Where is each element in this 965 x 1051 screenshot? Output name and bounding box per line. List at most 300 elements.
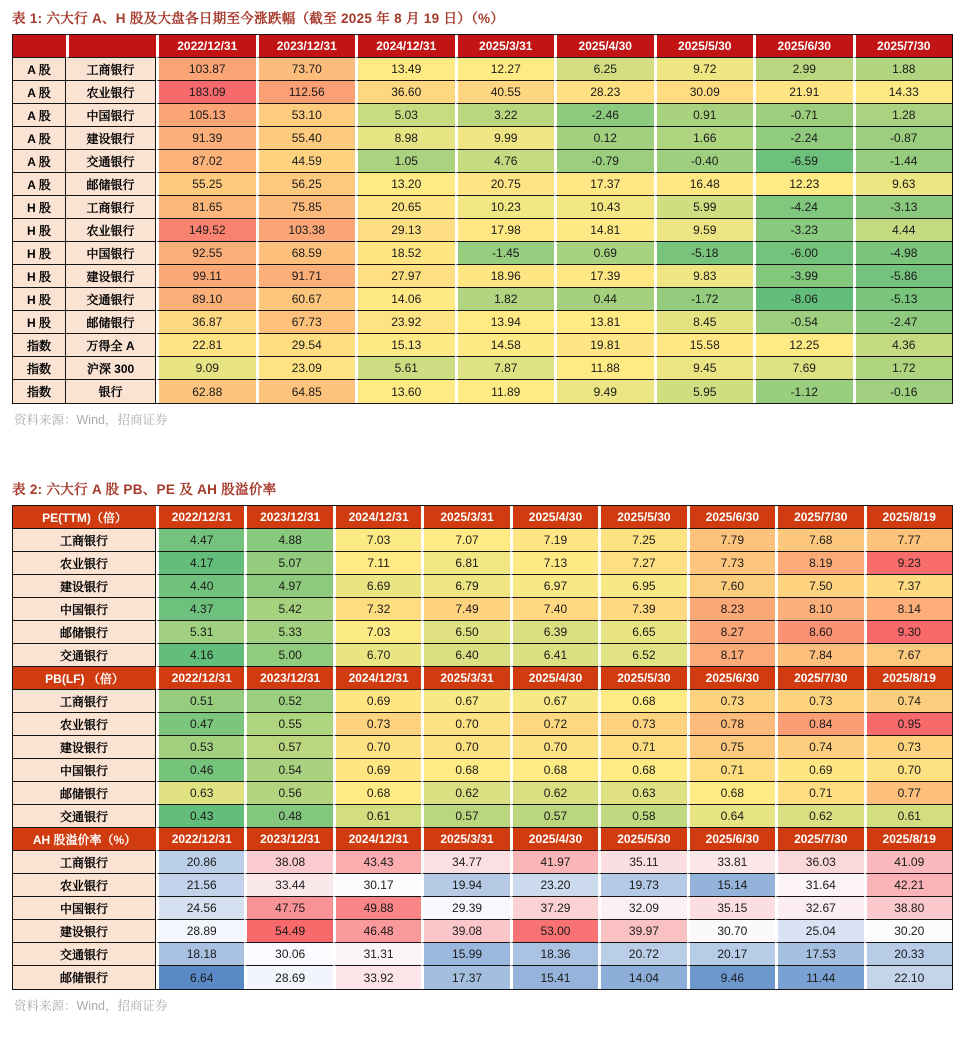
- row-name-cell: 中国银行: [66, 242, 156, 265]
- value-cell: -4.98: [853, 242, 953, 265]
- value-cell: 4.40: [156, 575, 244, 598]
- table1: [12, 34, 953, 404]
- value-cell: 6.70: [333, 644, 421, 667]
- table1-source: 资料来源：Wind，招商证券: [14, 413, 168, 427]
- value-cell: 9.83: [654, 265, 754, 288]
- value-cell: -2.24: [753, 127, 853, 150]
- value-cell: -5.86: [853, 265, 953, 288]
- table-row: [13, 621, 952, 644]
- header-date-cell: 2023/12/31: [244, 506, 332, 529]
- value-cell: 7.03: [333, 529, 421, 552]
- value-cell: 27.97: [355, 265, 455, 288]
- value-cell: 14.81: [554, 219, 654, 242]
- value-cell: 10.23: [455, 196, 555, 219]
- value-cell: 33.44: [244, 874, 332, 897]
- value-cell: 6.50: [421, 621, 509, 644]
- value-cell: -3.99: [753, 265, 853, 288]
- header-date-cell: 2023/12/31: [244, 667, 332, 690]
- value-cell: 13.81: [554, 311, 654, 334]
- value-cell: 0.68: [598, 759, 686, 782]
- value-cell: 7.19: [510, 529, 598, 552]
- value-cell: 0.71: [687, 759, 775, 782]
- value-cell: 56.25: [256, 173, 356, 196]
- value-cell: 13.20: [355, 173, 455, 196]
- value-cell: 7.68: [775, 529, 863, 552]
- value-cell: 0.69: [333, 759, 421, 782]
- value-cell: 49.88: [333, 897, 421, 920]
- table-row: [13, 713, 952, 736]
- value-cell: 62.88: [156, 380, 256, 403]
- row-name-cell: 建设银行: [66, 265, 156, 288]
- value-cell: 7.77: [864, 529, 953, 552]
- value-cell: 7.60: [687, 575, 775, 598]
- value-cell: 12.25: [753, 334, 853, 357]
- value-cell: 46.48: [333, 920, 421, 943]
- value-cell: 55.25: [156, 173, 256, 196]
- row-name-cell: 农业银行: [66, 219, 156, 242]
- value-cell: 4.36: [853, 334, 953, 357]
- value-cell: 0.73: [864, 736, 953, 759]
- value-cell: 5.07: [244, 552, 332, 575]
- value-cell: 11.44: [775, 966, 863, 989]
- header-date-cell: 2025/8/19: [864, 667, 953, 690]
- value-cell: 7.03: [333, 621, 421, 644]
- table-row: [13, 690, 952, 713]
- table-row: [13, 736, 952, 759]
- value-cell: 8.23: [687, 598, 775, 621]
- value-cell: 53.10: [256, 104, 356, 127]
- value-cell: 15.14: [687, 874, 775, 897]
- value-cell: 81.65: [156, 196, 256, 219]
- value-cell: 0.71: [598, 736, 686, 759]
- value-cell: 8.14: [864, 598, 953, 621]
- value-cell: 17.37: [554, 173, 654, 196]
- value-cell: 0.12: [554, 127, 654, 150]
- value-cell: 0.56: [244, 782, 332, 805]
- value-cell: 39.97: [598, 920, 686, 943]
- header-blank-cell: [13, 35, 66, 58]
- value-cell: 0.48: [244, 805, 332, 828]
- table-row: [13, 265, 952, 288]
- header-date-cell: 2025/4/30: [554, 35, 654, 58]
- value-cell: 0.54: [244, 759, 332, 782]
- header-date-cell: 2022/12/31: [156, 667, 244, 690]
- value-cell: 0.73: [333, 713, 421, 736]
- value-cell: 42.21: [864, 874, 953, 897]
- section-label-cell: AH 股溢价率（%）: [13, 828, 156, 851]
- value-cell: 33.92: [333, 966, 421, 989]
- value-cell: 18.52: [355, 242, 455, 265]
- value-cell: 22.10: [864, 966, 953, 989]
- value-cell: 53.00: [510, 920, 598, 943]
- value-cell: 67.73: [256, 311, 356, 334]
- table-row: [13, 173, 952, 196]
- header-date-cell: 2025/6/30: [753, 35, 853, 58]
- value-cell: 7.87: [455, 357, 555, 380]
- value-cell: 0.62: [775, 805, 863, 828]
- value-cell: 14.06: [355, 288, 455, 311]
- value-cell: 20.65: [355, 196, 455, 219]
- row-name-cell: 农业银行: [13, 713, 156, 736]
- value-cell: 4.88: [244, 529, 332, 552]
- value-cell: 14.58: [455, 334, 555, 357]
- row-name-cell: 交通银行: [66, 150, 156, 173]
- table-row: [13, 598, 952, 621]
- table-row: [13, 529, 952, 552]
- value-cell: -0.87: [853, 127, 953, 150]
- row-group-cell: 指数: [13, 357, 66, 380]
- value-cell: 7.25: [598, 529, 686, 552]
- header-date-cell: 2025/7/30: [853, 35, 953, 58]
- value-cell: 7.13: [510, 552, 598, 575]
- value-cell: 28.89: [156, 920, 244, 943]
- value-cell: 7.50: [775, 575, 863, 598]
- value-cell: 6.81: [421, 552, 509, 575]
- value-cell: 0.62: [510, 782, 598, 805]
- row-group-cell: 指数: [13, 334, 66, 357]
- value-cell: 0.70: [333, 736, 421, 759]
- header-blank-cell: [66, 35, 156, 58]
- header-date-cell: 2025/4/30: [510, 667, 598, 690]
- header-date-cell: 2025/5/30: [598, 828, 686, 851]
- value-cell: 17.39: [554, 265, 654, 288]
- value-cell: 47.75: [244, 897, 332, 920]
- table-row: [13, 242, 952, 265]
- row-group-cell: H 股: [13, 288, 66, 311]
- value-cell: 8.27: [687, 621, 775, 644]
- value-cell: 7.84: [775, 644, 863, 667]
- value-cell: 13.94: [455, 311, 555, 334]
- value-cell: 5.00: [244, 644, 332, 667]
- value-cell: 9.09: [156, 357, 256, 380]
- table1-header-row: [13, 35, 952, 58]
- table2-title: 表 2: 六大行 A 股 PB、PE 及 AH 股溢价率: [12, 482, 277, 497]
- value-cell: 0.69: [333, 690, 421, 713]
- value-cell: 20.86: [156, 851, 244, 874]
- row-group-cell: A 股: [13, 58, 66, 81]
- header-date-cell: 2025/5/30: [598, 506, 686, 529]
- header-date-cell: 2025/5/30: [654, 35, 754, 58]
- value-cell: 7.40: [510, 598, 598, 621]
- row-group-cell: H 股: [13, 219, 66, 242]
- value-cell: 103.38: [256, 219, 356, 242]
- value-cell: 7.32: [333, 598, 421, 621]
- row-group-cell: A 股: [13, 127, 66, 150]
- value-cell: 8.10: [775, 598, 863, 621]
- header-date-cell: 2025/3/31: [421, 828, 509, 851]
- value-cell: 15.13: [355, 334, 455, 357]
- value-cell: 17.37: [421, 966, 509, 989]
- table-row: [13, 150, 952, 173]
- value-cell: 43.43: [333, 851, 421, 874]
- section-header-row: [13, 506, 952, 529]
- header-date-cell: 2024/12/31: [333, 667, 421, 690]
- row-group-cell: A 股: [13, 81, 66, 104]
- value-cell: 14.33: [853, 81, 953, 104]
- row-name-cell: 农业银行: [13, 874, 156, 897]
- value-cell: 0.78: [687, 713, 775, 736]
- row-name-cell: 中国银行: [13, 598, 156, 621]
- section-header-row: [13, 667, 952, 690]
- header-date-cell: 2025/4/30: [510, 506, 598, 529]
- table1-body: [13, 58, 952, 403]
- value-cell: 33.81: [687, 851, 775, 874]
- header-date-cell: 2024/12/31: [333, 828, 421, 851]
- value-cell: 4.17: [156, 552, 244, 575]
- table-row: [13, 575, 952, 598]
- value-cell: 20.33: [864, 943, 953, 966]
- header-date-cell: 2023/12/31: [244, 828, 332, 851]
- value-cell: 0.70: [510, 736, 598, 759]
- value-cell: 0.63: [598, 782, 686, 805]
- header-date-cell: 2024/12/31: [355, 35, 455, 58]
- header-date-cell: 2023/12/31: [256, 35, 356, 58]
- value-cell: 149.52: [156, 219, 256, 242]
- value-cell: 9.63: [853, 173, 953, 196]
- value-cell: 5.33: [244, 621, 332, 644]
- value-cell: 19.81: [554, 334, 654, 357]
- value-cell: 8.60: [775, 621, 863, 644]
- value-cell: -2.46: [554, 104, 654, 127]
- value-cell: 0.57: [510, 805, 598, 828]
- table2-block: [12, 478, 953, 1014]
- value-cell: 7.11: [333, 552, 421, 575]
- value-cell: 91.71: [256, 265, 356, 288]
- row-group-cell: H 股: [13, 311, 66, 334]
- value-cell: 0.61: [333, 805, 421, 828]
- row-group-cell: A 股: [13, 104, 66, 127]
- row-name-cell: 中国银行: [13, 897, 156, 920]
- value-cell: 7.07: [421, 529, 509, 552]
- table-row: [13, 943, 952, 966]
- value-cell: 24.56: [156, 897, 244, 920]
- value-cell: 75.85: [256, 196, 356, 219]
- table-row: [13, 196, 952, 219]
- value-cell: 112.56: [256, 81, 356, 104]
- value-cell: 0.70: [421, 736, 509, 759]
- value-cell: 6.39: [510, 621, 598, 644]
- value-cell: 7.73: [687, 552, 775, 575]
- table2-source: 资料来源：Wind，招商证券: [14, 999, 168, 1013]
- value-cell: 6.41: [510, 644, 598, 667]
- value-cell: 0.53: [156, 736, 244, 759]
- value-cell: 0.43: [156, 805, 244, 828]
- value-cell: 25.04: [775, 920, 863, 943]
- value-cell: 5.31: [156, 621, 244, 644]
- header-date-cell: 2025/8/19: [864, 828, 953, 851]
- table-row: [13, 219, 952, 242]
- value-cell: 38.80: [864, 897, 953, 920]
- value-cell: 35.11: [598, 851, 686, 874]
- value-cell: 9.72: [654, 58, 754, 81]
- header-date-cell: 2025/7/30: [775, 506, 863, 529]
- value-cell: 5.61: [355, 357, 455, 380]
- table-row: [13, 644, 952, 667]
- value-cell: 1.05: [355, 150, 455, 173]
- value-cell: 36.87: [156, 311, 256, 334]
- value-cell: 7.39: [598, 598, 686, 621]
- value-cell: 0.52: [244, 690, 332, 713]
- value-cell: 8.19: [775, 552, 863, 575]
- value-cell: 40.55: [455, 81, 555, 104]
- row-name-cell: 工商银行: [13, 529, 156, 552]
- table-row: [13, 782, 952, 805]
- header-date-cell: 2025/7/30: [775, 667, 863, 690]
- value-cell: 7.49: [421, 598, 509, 621]
- value-cell: 7.37: [864, 575, 953, 598]
- value-cell: 29.54: [256, 334, 356, 357]
- value-cell: 22.81: [156, 334, 256, 357]
- row-name-cell: 邮储银行: [13, 966, 156, 989]
- value-cell: 73.70: [256, 58, 356, 81]
- value-cell: -4.24: [753, 196, 853, 219]
- value-cell: 5.03: [355, 104, 455, 127]
- value-cell: 0.95: [864, 713, 953, 736]
- value-cell: 28.69: [244, 966, 332, 989]
- value-cell: 0.68: [687, 782, 775, 805]
- value-cell: 91.39: [156, 127, 256, 150]
- row-name-cell: 沪深 300: [66, 357, 156, 380]
- value-cell: 23.92: [355, 311, 455, 334]
- table-row: [13, 805, 952, 828]
- value-cell: 0.73: [687, 690, 775, 713]
- header-date-cell: 2022/12/31: [156, 828, 244, 851]
- value-cell: 5.95: [654, 380, 754, 403]
- value-cell: -0.71: [753, 104, 853, 127]
- value-cell: 4.44: [853, 219, 953, 242]
- value-cell: 5.99: [654, 196, 754, 219]
- value-cell: 4.16: [156, 644, 244, 667]
- value-cell: 31.64: [775, 874, 863, 897]
- header-date-cell: 2022/12/31: [156, 35, 256, 58]
- value-cell: 64.85: [256, 380, 356, 403]
- value-cell: 36.60: [355, 81, 455, 104]
- value-cell: 9.45: [654, 357, 754, 380]
- table-row: [13, 851, 952, 874]
- row-group-cell: H 股: [13, 196, 66, 219]
- value-cell: 1.88: [853, 58, 953, 81]
- value-cell: 0.69: [775, 759, 863, 782]
- value-cell: -1.72: [654, 288, 754, 311]
- table-row: [13, 334, 952, 357]
- row-name-cell: 交通银行: [13, 805, 156, 828]
- row-name-cell: 万得全 A: [66, 334, 156, 357]
- row-name-cell: 交通银行: [13, 644, 156, 667]
- value-cell: 0.44: [554, 288, 654, 311]
- value-cell: 30.70: [687, 920, 775, 943]
- value-cell: 29.39: [421, 897, 509, 920]
- row-name-cell: 建设银行: [13, 920, 156, 943]
- value-cell: 17.98: [455, 219, 555, 242]
- value-cell: 99.11: [156, 265, 256, 288]
- table-row: [13, 357, 952, 380]
- header-date-cell: 2022/12/31: [156, 506, 244, 529]
- row-name-cell: 邮储银行: [13, 782, 156, 805]
- value-cell: 0.51: [156, 690, 244, 713]
- row-name-cell: 中国银行: [66, 104, 156, 127]
- header-date-cell: 2025/4/30: [510, 828, 598, 851]
- header-date-cell: 2025/3/31: [455, 35, 555, 58]
- value-cell: 30.09: [654, 81, 754, 104]
- value-cell: 15.99: [421, 943, 509, 966]
- value-cell: 87.02: [156, 150, 256, 173]
- row-name-cell: 银行: [66, 380, 156, 403]
- row-name-cell: 交通银行: [13, 943, 156, 966]
- value-cell: 0.67: [421, 690, 509, 713]
- value-cell: 0.58: [598, 805, 686, 828]
- value-cell: 20.17: [687, 943, 775, 966]
- value-cell: 0.69: [554, 242, 654, 265]
- value-cell: 13.60: [355, 380, 455, 403]
- value-cell: -2.47: [853, 311, 953, 334]
- table-row: [13, 81, 952, 104]
- value-cell: 7.79: [687, 529, 775, 552]
- value-cell: 0.75: [687, 736, 775, 759]
- table1-title: 表 1: 六大行 A、H 股及大盘各日期至今涨跌幅（截至 2025 年 8 月 19 日）（%）: [12, 11, 505, 26]
- table-row: [13, 552, 952, 575]
- value-cell: 5.42: [244, 598, 332, 621]
- table-row: [13, 380, 952, 403]
- value-cell: 15.41: [510, 966, 598, 989]
- row-name-cell: 工商银行: [13, 690, 156, 713]
- value-cell: 31.31: [333, 943, 421, 966]
- value-cell: -3.13: [853, 196, 953, 219]
- value-cell: 7.27: [598, 552, 686, 575]
- value-cell: 0.55: [244, 713, 332, 736]
- value-cell: 0.62: [421, 782, 509, 805]
- row-name-cell: 交通银行: [66, 288, 156, 311]
- value-cell: 30.20: [864, 920, 953, 943]
- value-cell: 6.97: [510, 575, 598, 598]
- table1-block: [12, 7, 953, 428]
- table-row: [13, 920, 952, 943]
- row-name-cell: 农业银行: [13, 552, 156, 575]
- value-cell: 0.73: [775, 690, 863, 713]
- value-cell: 44.59: [256, 150, 356, 173]
- value-cell: 9.30: [864, 621, 953, 644]
- value-cell: -1.12: [753, 380, 853, 403]
- value-cell: 15.58: [654, 334, 754, 357]
- row-name-cell: 工商银行: [13, 851, 156, 874]
- value-cell: 0.73: [598, 713, 686, 736]
- value-cell: 0.46: [156, 759, 244, 782]
- value-cell: 8.98: [355, 127, 455, 150]
- value-cell: 34.77: [421, 851, 509, 874]
- value-cell: 9.99: [455, 127, 555, 150]
- value-cell: 35.15: [687, 897, 775, 920]
- value-cell: 1.72: [853, 357, 953, 380]
- value-cell: 32.67: [775, 897, 863, 920]
- value-cell: -6.00: [753, 242, 853, 265]
- table-row: [13, 288, 952, 311]
- value-cell: 0.74: [864, 690, 953, 713]
- value-cell: -0.16: [853, 380, 953, 403]
- value-cell: 55.40: [256, 127, 356, 150]
- row-name-cell: 建设银行: [13, 736, 156, 759]
- section-label-cell: PB(LF) （倍）: [13, 667, 156, 690]
- table-row: [13, 897, 952, 920]
- value-cell: 0.70: [864, 759, 953, 782]
- value-cell: 6.65: [598, 621, 686, 644]
- value-cell: 0.68: [510, 759, 598, 782]
- value-cell: 8.17: [687, 644, 775, 667]
- value-cell: 28.23: [554, 81, 654, 104]
- value-cell: 0.68: [598, 690, 686, 713]
- value-cell: 1.66: [654, 127, 754, 150]
- value-cell: 89.10: [156, 288, 256, 311]
- value-cell: 6.64: [156, 966, 244, 989]
- header-date-cell: 2025/5/30: [598, 667, 686, 690]
